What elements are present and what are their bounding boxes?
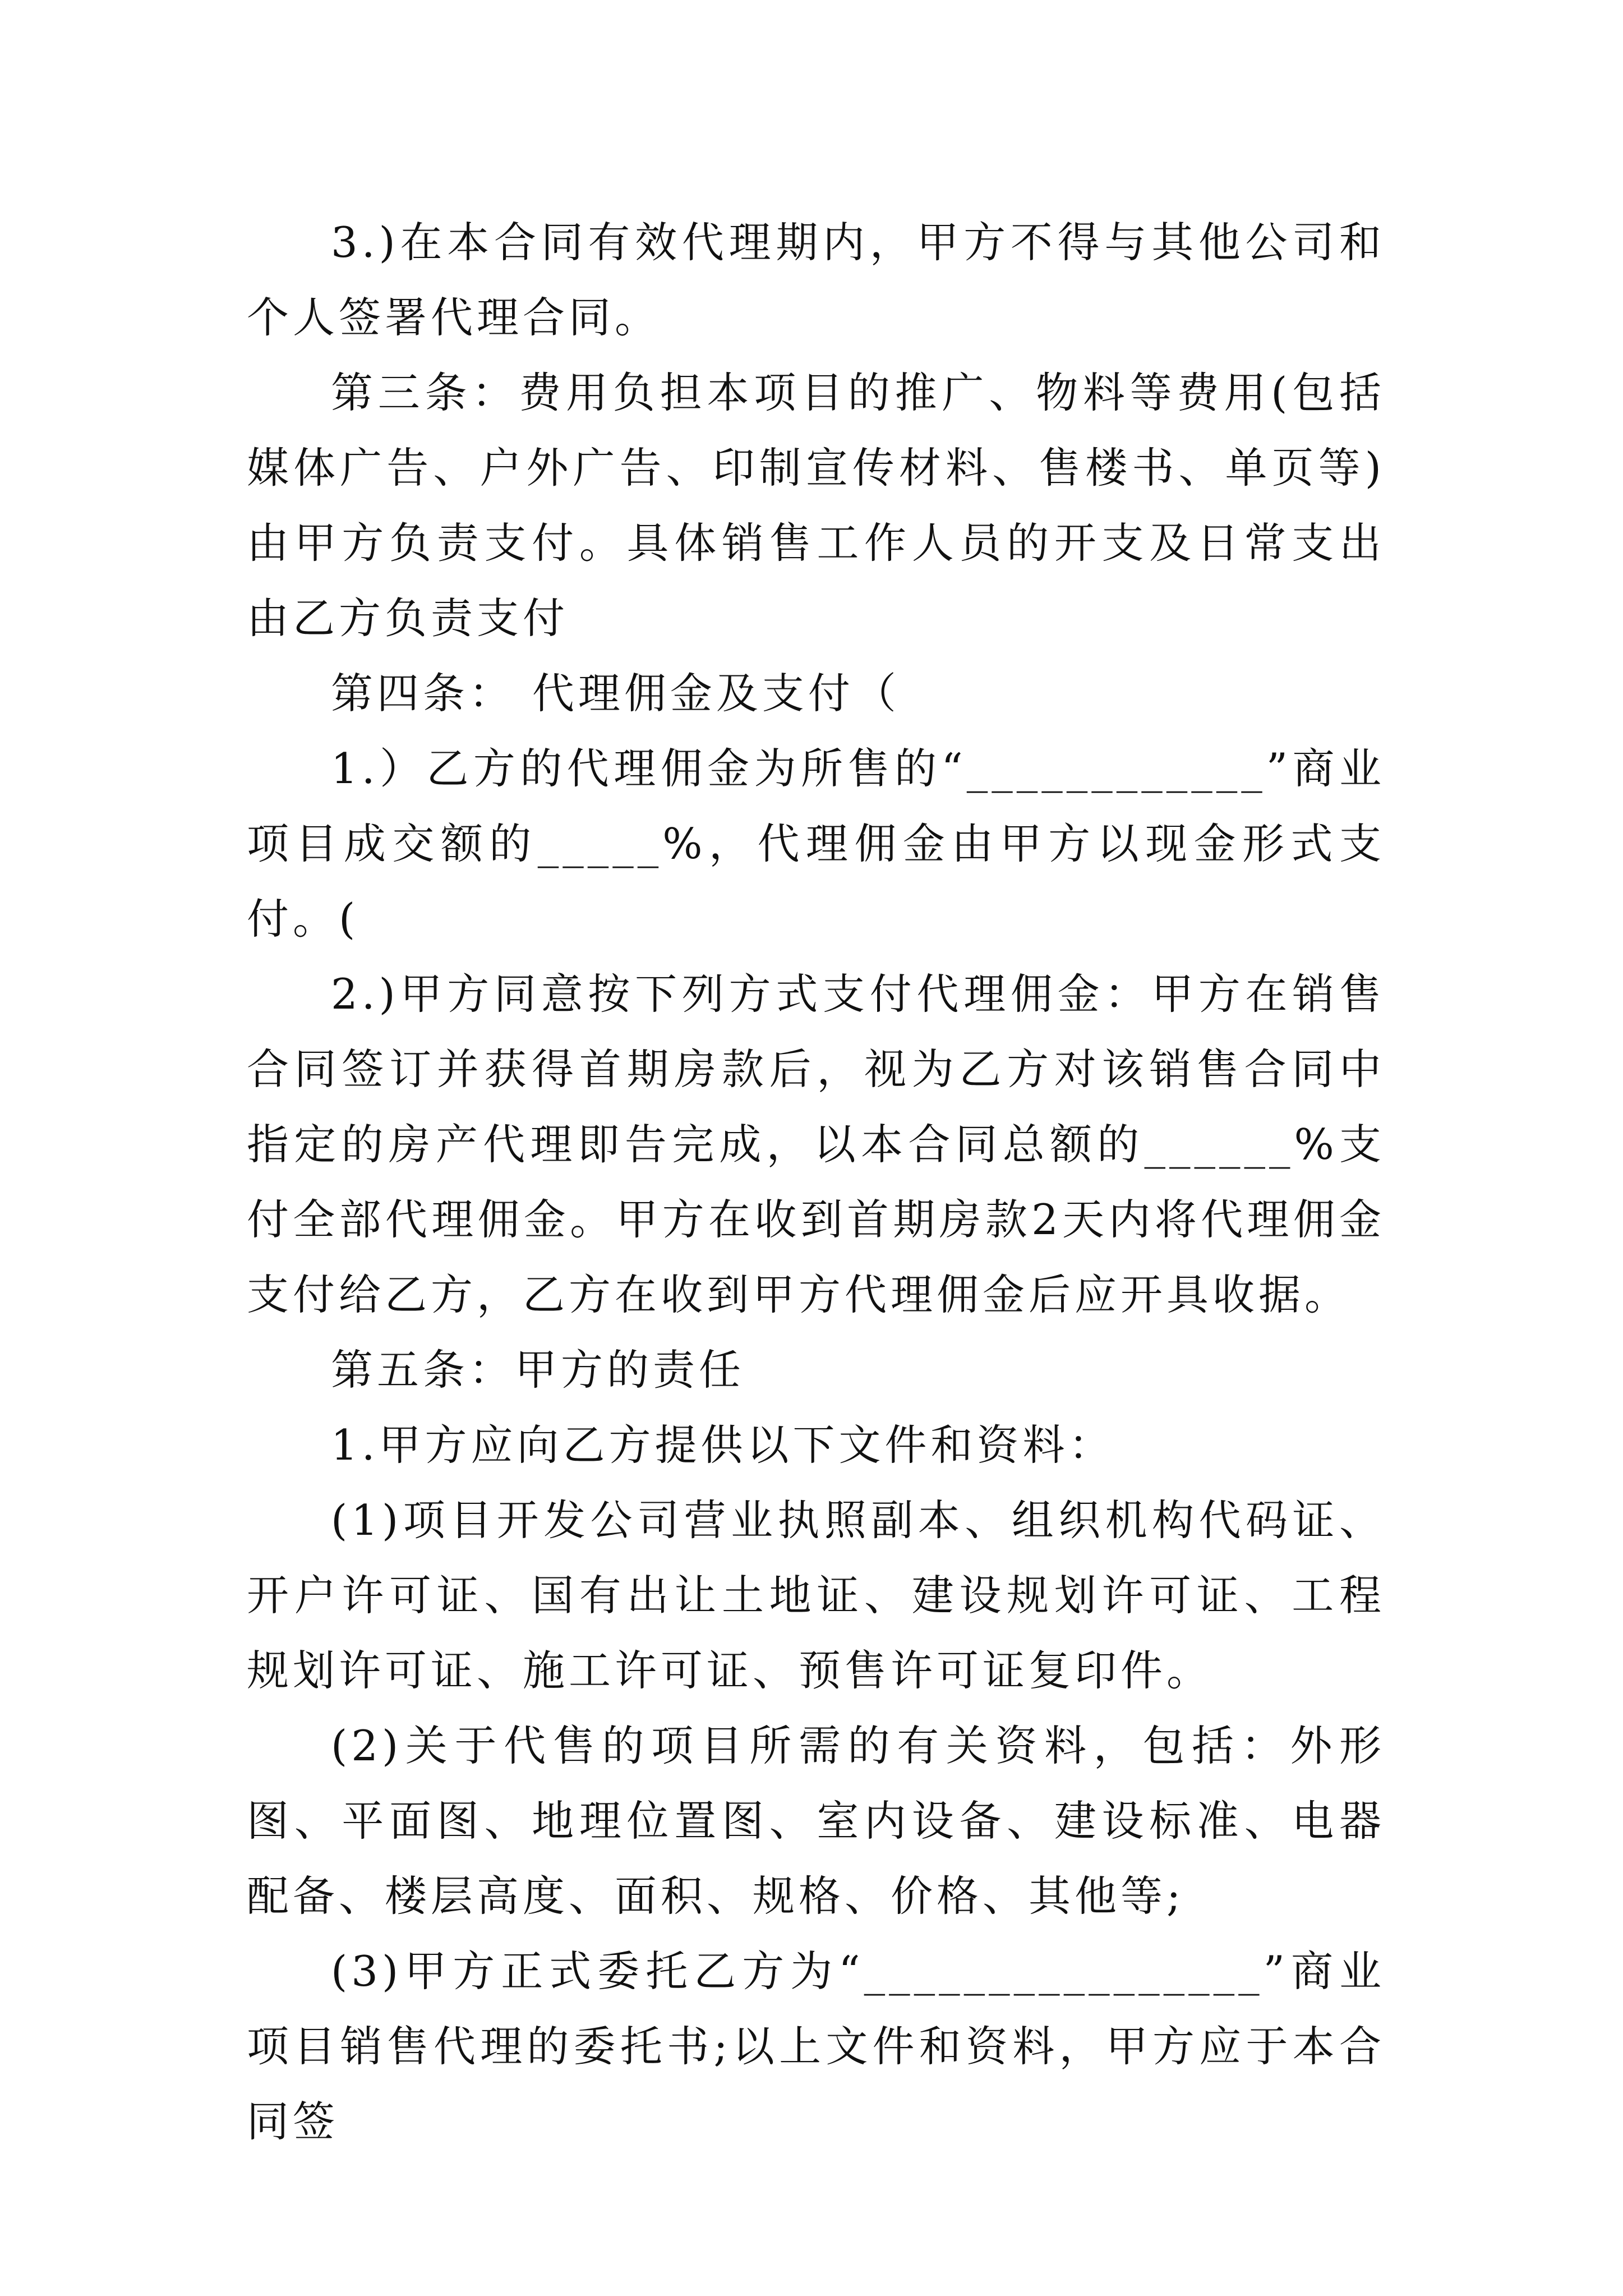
paragraph-clause-3-3: 3.)在本合同有效代理期内，甲方不得与其他公司和个人签署代理合同。: [247, 218, 1385, 342]
paragraph-article-5-1-2: (2)关于代售的项目所需的有关资料，包括：外形图、平面图、地理位置图、室内设备、建设标准、电器配备、楼层高度、面积、规格、价格、其他等;: [247, 1721, 1385, 1921]
paragraph-article-5-heading: 第五条：甲方的责任: [331, 1345, 745, 1395]
paragraph-article-3: 第三条：费用负担本项目的推广、物料等费用(包括媒体广告、户外广告、印制宣传材料、售楼书、单页等)由甲方负责支付。具体销售工作人员的开支及日常支出由乙方负责支付: [247, 368, 1385, 643]
paragraph-article-4-2: 2.)甲方同意按下列方式支付代理佣金：甲方在销售合同签订并获得首期房款后，视为乙方对该销售合同中指定的房产代理即告完成，以本合同总额的______%支付全部代理佣金。甲方在收到首期房款2天内将代理佣金支付给乙方，乙方在收到甲方代理佣金后应开具收据。: [247, 969, 1385, 1319]
paragraph-article-5-1-1: (1)项目开发公司营业执照副本、组织机构代码证、开户许可证、国有出让土地证、建设规划许可证、工程规划许可证、施工许可证、预售许可证复印件。: [247, 1496, 1385, 1695]
document-body: [247, 205, 1385, 2159]
paragraph-article-4-1: 1.）乙方的代理佣金为所售的“____________”商业项目成交额的_____%，代理佣金由甲方以现金形式支付。(: [247, 744, 1385, 944]
paragraph-article-5-1-3: (3)甲方正式委托乙方为“________________”商业项目销售代理的委托书;以上文件和资料，甲方应于本合同签: [247, 1947, 1385, 2146]
paragraph-article-4-heading: 第四条： 代理佣金及支付（: [331, 669, 900, 718]
paragraph-article-5-1: 1.甲方应向乙方提供以下文件和资料：: [331, 1420, 1115, 1470]
